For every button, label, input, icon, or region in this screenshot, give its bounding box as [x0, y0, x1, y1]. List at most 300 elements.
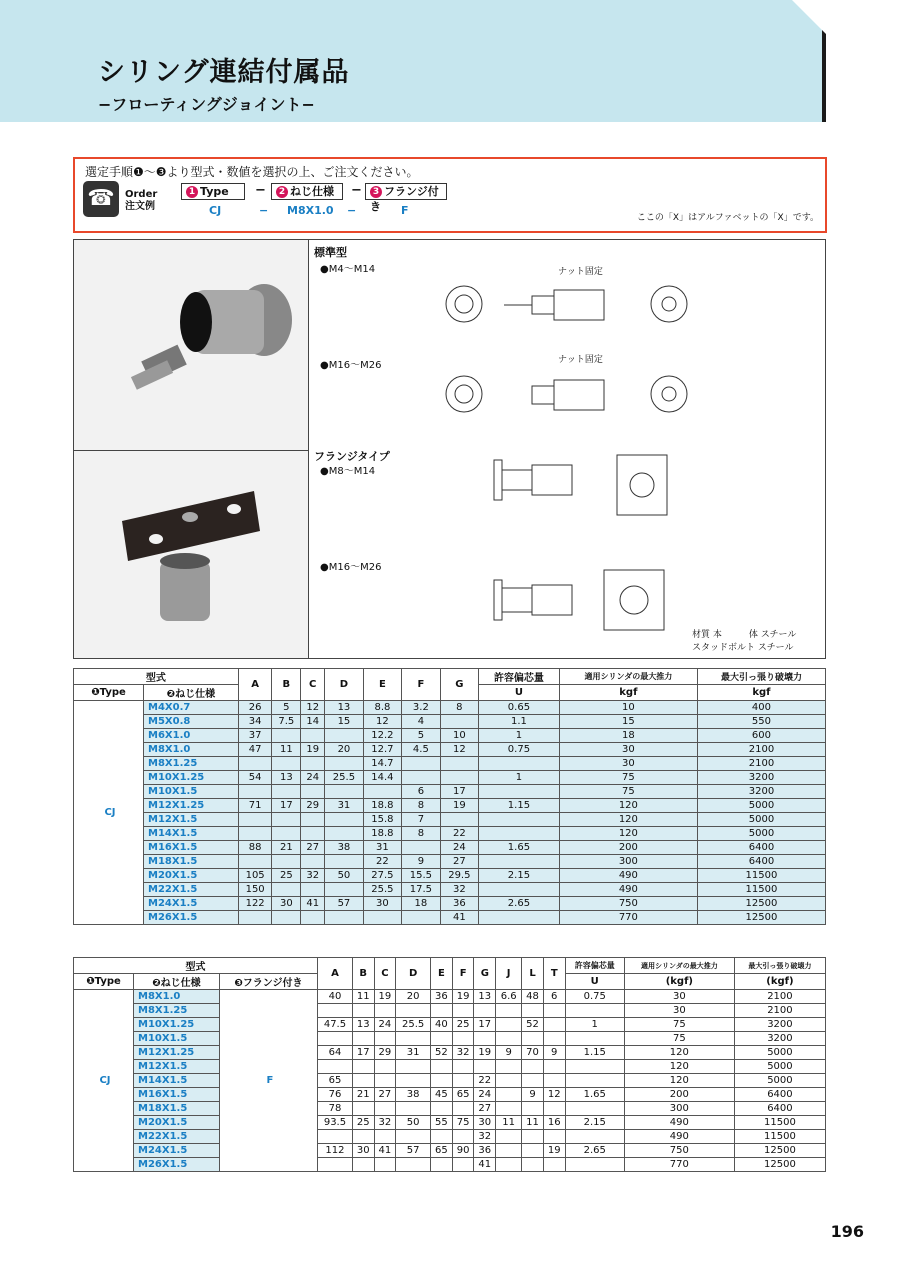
table-row: [74, 911, 826, 925]
cell: [565, 1060, 624, 1074]
cell: 52: [431, 1046, 453, 1060]
label-flange: フランジタイプ: [314, 450, 390, 463]
cell: 65: [452, 1088, 474, 1102]
cell: 15.5: [402, 869, 440, 883]
cell: 75: [559, 771, 697, 785]
cell: 0.75: [479, 743, 560, 757]
cell: [431, 1060, 453, 1074]
cell: 65: [431, 1144, 453, 1158]
cell: 75: [452, 1116, 474, 1130]
cell: [431, 1158, 453, 1172]
cell: 15: [325, 715, 363, 729]
col-model: 型式: [74, 669, 239, 685]
cell: 15.8: [363, 813, 401, 827]
cell: M10X1.5: [144, 785, 239, 799]
cell: [479, 911, 560, 925]
col-kgf: kgf: [697, 685, 825, 701]
cell: [238, 855, 272, 869]
col-model: 型式: [74, 958, 318, 974]
cell: [431, 1130, 453, 1144]
cell: M12X1.25: [134, 1046, 220, 1060]
cell: [479, 813, 560, 827]
header-row: [74, 669, 826, 685]
cell: [272, 729, 301, 743]
cell: 10: [559, 701, 697, 715]
cell: [238, 827, 272, 841]
col-header: F: [402, 669, 440, 701]
col-break: 最大引っ張り破壊力: [697, 669, 825, 685]
table-row: [74, 1130, 826, 1144]
cell: 1.15: [479, 799, 560, 813]
cell: [272, 827, 301, 841]
cell: 24: [440, 841, 478, 855]
cell: [272, 813, 301, 827]
cell: 27: [374, 1088, 396, 1102]
cell: [396, 1074, 431, 1088]
page-number: 196: [830, 1222, 864, 1241]
cell: 22: [363, 855, 401, 869]
col-screw: ❷ねじ仕様: [144, 685, 239, 701]
cell: 19: [543, 1144, 565, 1158]
cell: 40: [431, 1018, 453, 1032]
cell: 19: [474, 1046, 496, 1060]
cell: M14X1.5: [134, 1074, 220, 1088]
cell: [238, 911, 272, 925]
cell: [496, 1158, 522, 1172]
cell: M16X1.5: [144, 841, 239, 855]
cell: [440, 813, 478, 827]
cell: 7: [402, 813, 440, 827]
table-row: [74, 799, 826, 813]
page-subtitle: −フローティングジョイント−: [98, 95, 315, 114]
label-range-2: ●M16〜M26: [320, 360, 382, 371]
cell: 11: [522, 1116, 544, 1130]
cell: M8X1.0: [144, 743, 239, 757]
col-header: L: [522, 958, 544, 990]
col-thrust: 適用シリンダの最大推力: [624, 958, 734, 974]
cell: M5X0.8: [144, 715, 239, 729]
table-row: [74, 869, 826, 883]
cell: [374, 1004, 396, 1018]
cell: 112: [318, 1144, 353, 1158]
cell: [474, 1032, 496, 1046]
cell: 400: [697, 701, 825, 715]
cell: [374, 1074, 396, 1088]
cell: 3200: [697, 785, 825, 799]
cell: 32: [374, 1116, 396, 1130]
cell: 5: [402, 729, 440, 743]
cell: 76: [318, 1088, 353, 1102]
cell: 490: [624, 1116, 734, 1130]
cell: 120: [559, 813, 697, 827]
order-flange-box: 3 フランジ付き: [365, 183, 447, 200]
cell: [272, 855, 301, 869]
cell: M18X1.5: [144, 855, 239, 869]
cell: [496, 1088, 522, 1102]
cell: 48: [522, 990, 544, 1004]
cell: M16X1.5: [134, 1088, 220, 1102]
cell: [452, 1004, 474, 1018]
table-row: [74, 827, 826, 841]
cell: [543, 1130, 565, 1144]
cell: 3.2: [402, 701, 440, 715]
cell: 3200: [697, 771, 825, 785]
cell: 12: [543, 1088, 565, 1102]
cell: [374, 1032, 396, 1046]
cell: 88: [238, 841, 272, 855]
cell: [474, 1060, 496, 1074]
order-note: ここの「X」はアルファベットの「X」です。: [636, 213, 819, 223]
cell: [565, 1074, 624, 1088]
cell: [301, 729, 325, 743]
cell: M22X1.5: [134, 1130, 220, 1144]
col-u-unit: U: [479, 685, 560, 701]
cell: 1.15: [565, 1046, 624, 1060]
table-row: [74, 1004, 826, 1018]
cell: [352, 1158, 374, 1172]
cell: [374, 1060, 396, 1074]
cell: 120: [624, 1060, 734, 1074]
table-row: [74, 715, 826, 729]
cell: [374, 1130, 396, 1144]
cell: [431, 1032, 453, 1046]
cell: M8X1.25: [134, 1004, 220, 1018]
cell: 15: [559, 715, 697, 729]
cell: [396, 1158, 431, 1172]
standard-joint-image: [74, 240, 308, 450]
cell: 36: [431, 990, 453, 1004]
cell: 8: [440, 701, 478, 715]
type-cell: CJ: [74, 990, 134, 1172]
cell: [479, 827, 560, 841]
cell: 17: [272, 799, 301, 813]
col-header: G: [474, 958, 496, 990]
col-header: D: [396, 958, 431, 990]
flange-joint-image: [74, 451, 308, 658]
cell: 25.5: [363, 883, 401, 897]
cell: 5000: [697, 827, 825, 841]
cell: 30: [559, 743, 697, 757]
cell: [325, 855, 363, 869]
cell: 19: [301, 743, 325, 757]
cell: M10X1.25: [134, 1018, 220, 1032]
table-row: [74, 729, 826, 743]
col-flange: ❸フランジ付き: [219, 974, 317, 990]
cell: [479, 785, 560, 799]
cell: 30: [474, 1116, 496, 1130]
cell: 31: [396, 1046, 431, 1060]
cell: 1.1: [479, 715, 560, 729]
cell: 8: [402, 799, 440, 813]
cell: [325, 729, 363, 743]
cell: 11: [352, 990, 374, 1004]
header-row: [74, 958, 826, 974]
cell: M10X1.25: [144, 771, 239, 785]
cell: [565, 1032, 624, 1046]
label-range-4: ●M16〜M26: [320, 562, 382, 573]
table-row: [74, 1060, 826, 1074]
cell: 32: [474, 1130, 496, 1144]
cell: 13: [352, 1018, 374, 1032]
cell: [522, 1032, 544, 1046]
cell: 150: [238, 883, 272, 897]
cell: [479, 883, 560, 897]
cell: 45: [431, 1088, 453, 1102]
col-kgf: (kgf): [734, 974, 825, 990]
cell: 36: [474, 1144, 496, 1158]
cell: [272, 911, 301, 925]
cell: [238, 813, 272, 827]
cell: 31: [325, 799, 363, 813]
cell: 17: [352, 1046, 374, 1060]
cell: 47.5: [318, 1018, 353, 1032]
table-row: [74, 1018, 826, 1032]
table-flange: [73, 957, 826, 1172]
order-value-screw: M8X1.0: [287, 204, 334, 217]
col-header: D: [325, 669, 363, 701]
cell: 122: [238, 897, 272, 911]
table-row: [74, 1074, 826, 1088]
cell: 27.5: [363, 869, 401, 883]
cell: [431, 1004, 453, 1018]
cell: M26X1.5: [134, 1158, 220, 1172]
cell: 9: [496, 1046, 522, 1060]
cell: 90: [452, 1144, 474, 1158]
dash: −: [259, 204, 269, 217]
cell: 12.2: [363, 729, 401, 743]
cell: 21: [272, 841, 301, 855]
cell: M24X1.5: [144, 897, 239, 911]
cell: 40: [318, 990, 353, 1004]
cell: 30: [363, 897, 401, 911]
cell: 22: [440, 827, 478, 841]
cell: 70: [522, 1046, 544, 1060]
cell: 11500: [734, 1130, 825, 1144]
cell: M12X1.5: [134, 1060, 220, 1074]
cell: [396, 1102, 431, 1116]
cell: [325, 883, 363, 897]
cell: 41: [474, 1158, 496, 1172]
order-label: Order 注文例: [125, 189, 158, 212]
cell: [474, 1004, 496, 1018]
cell: [352, 1004, 374, 1018]
cell: [452, 1130, 474, 1144]
table-row: [74, 883, 826, 897]
cell: 12500: [734, 1144, 825, 1158]
table-row: [74, 813, 826, 827]
cell: 19: [440, 799, 478, 813]
cell: [496, 1074, 522, 1088]
cell: [301, 785, 325, 799]
table-row: [74, 757, 826, 771]
cell: [496, 1004, 522, 1018]
cell: 120: [559, 799, 697, 813]
cell: 13: [325, 701, 363, 715]
cell: [522, 1060, 544, 1074]
cell: [325, 827, 363, 841]
cell: 11500: [734, 1116, 825, 1130]
cell: [325, 757, 363, 771]
cell: 12.7: [363, 743, 401, 757]
cell: [440, 771, 478, 785]
cell: 750: [559, 897, 697, 911]
dash: −: [255, 183, 266, 198]
col-screw: ❷ねじ仕様: [134, 974, 220, 990]
cell: 41: [440, 911, 478, 925]
cell: [325, 813, 363, 827]
cell: [452, 1102, 474, 1116]
cell: [301, 855, 325, 869]
cell: M24X1.5: [134, 1144, 220, 1158]
flange-cell: F: [219, 990, 317, 1172]
table-row: [74, 1088, 826, 1102]
cell: 6400: [697, 855, 825, 869]
cell: 32: [452, 1046, 474, 1060]
cell: 52: [522, 1018, 544, 1032]
cell: 29.5: [440, 869, 478, 883]
col-header: E: [431, 958, 453, 990]
cell: 50: [396, 1116, 431, 1130]
cell: 9: [402, 855, 440, 869]
cell: [431, 1102, 453, 1116]
table-row: [74, 1046, 826, 1060]
cell: [543, 1004, 565, 1018]
cell: 30: [272, 897, 301, 911]
cell: [522, 1004, 544, 1018]
cell: [396, 1060, 431, 1074]
cell: [318, 1032, 353, 1046]
cell: [496, 1032, 522, 1046]
cell: M8X1.0: [134, 990, 220, 1004]
cell: 31: [363, 841, 401, 855]
cell: 12500: [697, 911, 825, 925]
cell: 75: [559, 785, 697, 799]
cell: 1.65: [565, 1088, 624, 1102]
cell: [325, 911, 363, 925]
cell: 1: [479, 729, 560, 743]
cell: 64: [318, 1046, 353, 1060]
cell: 78: [318, 1102, 353, 1116]
cell: 12: [440, 743, 478, 757]
col-u: 許容偏芯量: [565, 958, 624, 974]
cell: [238, 785, 272, 799]
product-panel: [73, 239, 826, 659]
cell: 120: [624, 1074, 734, 1088]
cell: 47: [238, 743, 272, 757]
cell: 57: [396, 1144, 431, 1158]
cell: [522, 1074, 544, 1088]
cell: [301, 911, 325, 925]
col-header: B: [272, 669, 301, 701]
cell: [402, 911, 440, 925]
cell: 75: [624, 1018, 734, 1032]
material-note: 材質 本 体 スチール スタッドボルト スチール: [692, 630, 797, 653]
cell: 11: [272, 743, 301, 757]
cell: 30: [624, 1004, 734, 1018]
cell: 34: [238, 715, 272, 729]
flange-joint-photo: [74, 451, 308, 658]
cell: [318, 1004, 353, 1018]
cell: 20: [396, 990, 431, 1004]
cell: 27: [301, 841, 325, 855]
cell: 6: [543, 990, 565, 1004]
cell: 770: [559, 911, 697, 925]
col-header: E: [363, 669, 401, 701]
cell: [522, 1144, 544, 1158]
cell: [543, 1060, 565, 1074]
cell: 9: [522, 1088, 544, 1102]
cell: 30: [624, 990, 734, 1004]
label-standard: 標準型: [314, 246, 347, 259]
cell: 50: [325, 869, 363, 883]
cell: 1: [479, 771, 560, 785]
cell: [452, 1032, 474, 1046]
cell: 8: [402, 827, 440, 841]
cell: 32: [440, 883, 478, 897]
cell: 27: [440, 855, 478, 869]
cell: 57: [325, 897, 363, 911]
table-row: [74, 1102, 826, 1116]
label-range-3: ●M8〜M14: [320, 466, 376, 477]
cell: 38: [325, 841, 363, 855]
cell: 750: [624, 1144, 734, 1158]
cell: 13: [272, 771, 301, 785]
cell: [565, 1158, 624, 1172]
cell: [522, 1158, 544, 1172]
table-row: [74, 1144, 826, 1158]
cell: 24: [374, 1018, 396, 1032]
phone-icon: ☎: [83, 181, 119, 217]
table-row: [74, 771, 826, 785]
cell: 5000: [697, 813, 825, 827]
cell: 11500: [697, 869, 825, 883]
cell: 300: [559, 855, 697, 869]
page-title: シリング連結付属品: [98, 57, 350, 88]
cell: 6400: [734, 1102, 825, 1116]
cell: [301, 813, 325, 827]
nut-label-2: ナット固定: [558, 355, 603, 365]
col-header: A: [238, 669, 272, 701]
cell: M6X1.0: [144, 729, 239, 743]
order-steps-text: 選定手順❶〜❸より型式・数値を選択の上、ご注文ください。: [85, 165, 419, 179]
cell: 27: [474, 1102, 496, 1116]
cell: [496, 1144, 522, 1158]
cell: [496, 1060, 522, 1074]
cell: [363, 911, 401, 925]
label-range-1: ●M4〜M14: [320, 264, 376, 275]
cell: [431, 1074, 453, 1088]
cell: [318, 1130, 353, 1144]
cell: 30: [559, 757, 697, 771]
cell: 200: [624, 1088, 734, 1102]
cell: [452, 1158, 474, 1172]
cell: 5000: [734, 1074, 825, 1088]
cell: 12: [301, 701, 325, 715]
cell: [479, 757, 560, 771]
cell: 54: [238, 771, 272, 785]
col-header: B: [352, 958, 374, 990]
cell: 4: [402, 715, 440, 729]
order-value-type: CJ: [209, 204, 222, 217]
col-type: ❶Type: [74, 685, 144, 701]
cell: [565, 1004, 624, 1018]
cell: 22: [474, 1074, 496, 1088]
cell: 5000: [697, 799, 825, 813]
cell: 18: [402, 897, 440, 911]
cell: 1.65: [479, 841, 560, 855]
col-kgf: (kgf): [624, 974, 734, 990]
cell: M26X1.5: [144, 911, 239, 925]
